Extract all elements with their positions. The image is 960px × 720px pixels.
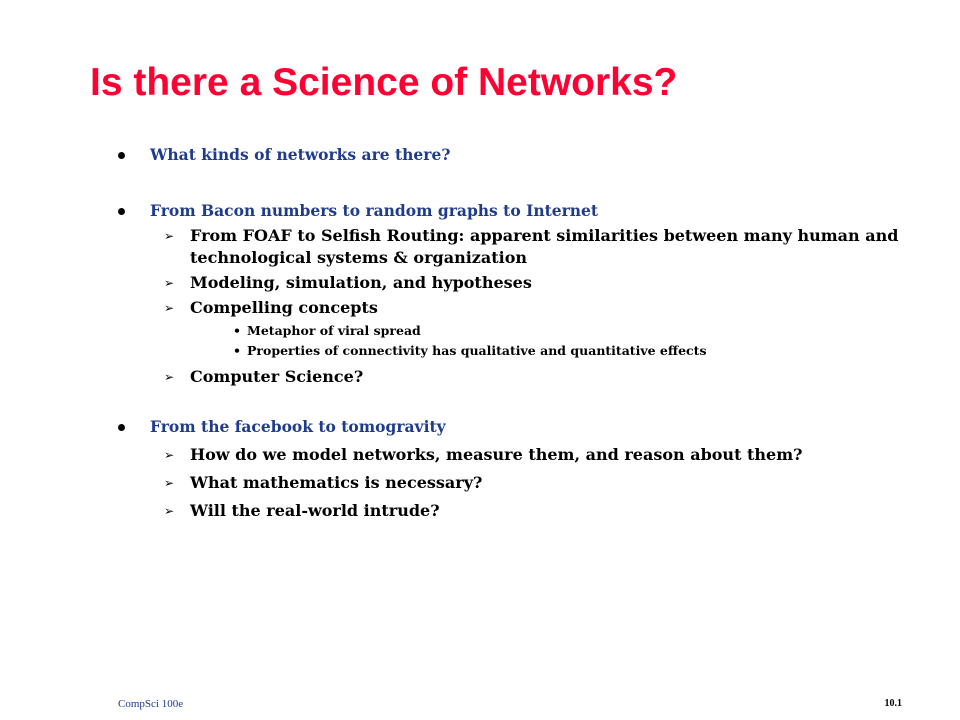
sub-bullet xyxy=(164,366,938,388)
sub-bullet-text: Computer Science? xyxy=(190,367,364,386)
bullet-dot-icon xyxy=(118,152,125,159)
footer-course: CompSci 100e xyxy=(118,698,184,710)
dot-bullet-icon: • xyxy=(233,343,241,358)
bullet-text: From Bacon numbers to random graphs to Internet xyxy=(150,201,599,220)
sub-bullet-text: Compelling concepts xyxy=(190,298,378,317)
sub-bullet-text: Modeling, simulation, and hypotheses xyxy=(190,273,532,292)
bullet-text: What kinds of networks are there? xyxy=(150,145,451,164)
sub-sub-bullet-text: Properties of connectivity has qualitative and quantitative effects xyxy=(247,343,707,358)
sub-bullet xyxy=(164,472,938,494)
sub-bullet-text: What mathematics is necessary? xyxy=(190,473,483,492)
sub-bullet xyxy=(164,225,938,269)
sub-bullet-text: Will the real-world intrude? xyxy=(190,501,440,520)
sub-bullet xyxy=(164,297,938,319)
arrow-bullet-icon: ➢ xyxy=(164,504,175,518)
bullet-dot-icon xyxy=(118,208,125,215)
sub-bullet xyxy=(164,500,938,522)
sub-bullet xyxy=(164,444,938,466)
slide-content xyxy=(118,140,938,522)
arrow-bullet-icon: ➢ xyxy=(164,301,175,315)
arrow-bullet-icon: ➢ xyxy=(164,448,175,462)
bullet-bacon-numbers xyxy=(118,200,938,222)
arrow-bullet-icon: ➢ xyxy=(164,229,175,243)
dot-bullet-icon: • xyxy=(233,323,241,338)
footer-page-number: 10.1 xyxy=(884,698,902,709)
bullet-text: From the facebook to tomogravity xyxy=(150,417,446,436)
sub-sub-bullet xyxy=(233,341,938,361)
arrow-bullet-icon: ➢ xyxy=(164,276,175,290)
bullet-facebook-tomogravity xyxy=(118,416,938,438)
sub-bullet xyxy=(164,272,938,294)
sub-sub-bullet xyxy=(233,321,938,341)
slide-title: Is there a Science of Networks? xyxy=(90,61,678,104)
sub-bullet-text: How do we model networks, measure them, and reason about them? xyxy=(190,445,803,464)
bullet-networks-kinds xyxy=(118,144,938,166)
arrow-bullet-icon: ➢ xyxy=(164,370,175,384)
sub-bullet-text: From FOAF to Selfish Routing: apparent similarities between many human and technological systems & organization xyxy=(190,226,899,267)
sub-sub-bullet-text: Metaphor of viral spread xyxy=(247,323,421,338)
arrow-bullet-icon: ➢ xyxy=(164,476,175,490)
bullet-dot-icon xyxy=(118,424,125,431)
